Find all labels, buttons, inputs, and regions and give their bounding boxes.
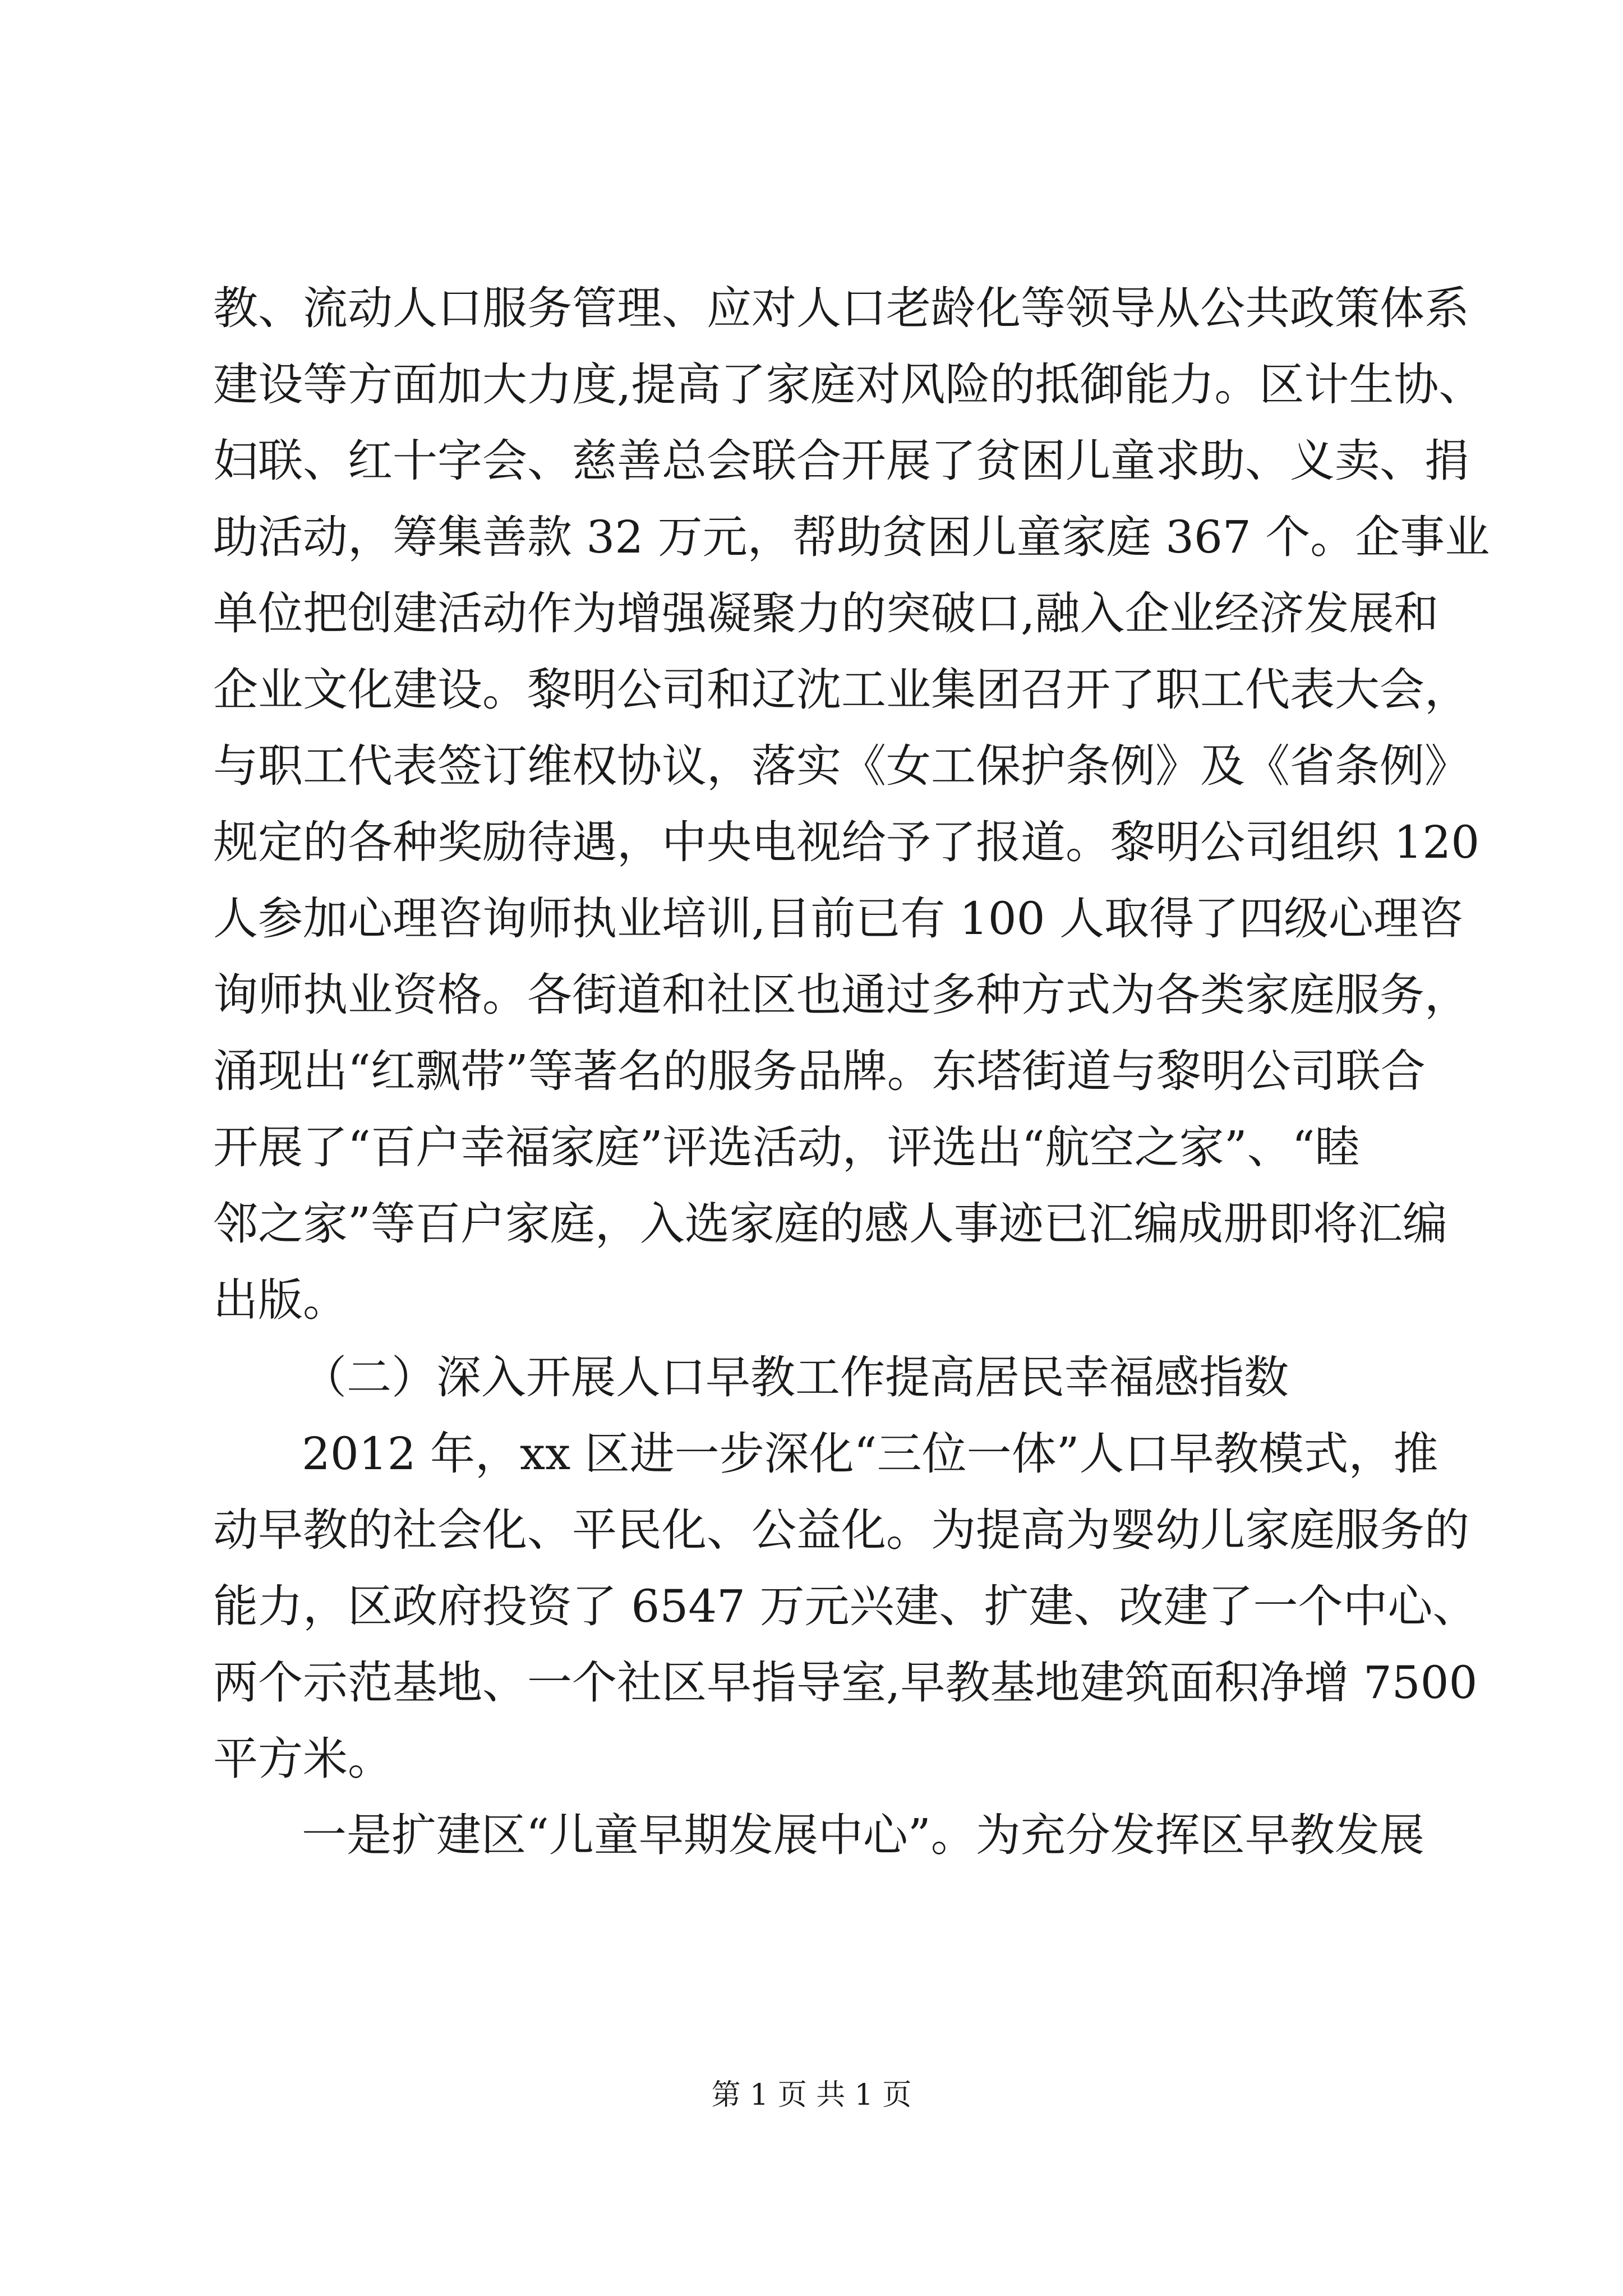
text-line: 企业文化建设。黎明公司和辽沈工业集团召开了职工代表大会， [213, 664, 1469, 716]
text-line: 助活动，筹集善款 32 万元，帮助贫困儿童家庭 367 个。企事业 [213, 511, 1490, 563]
text-line: 开展了“百户幸福家庭”评选活动，评选出“航空之家”、“睦 [213, 1121, 1360, 1174]
text-line: 两个示范基地、一个社区早指导室,早教基地建筑面积净增 7500 [213, 1657, 1478, 1709]
text-line: 动早教的社会化、平民化、公益化。为提高为婴幼儿家庭服务的 [213, 1504, 1469, 1556]
text-line: 能力，区政府投资了 6547 万元兴建、扩建、改建了一个中心、 [213, 1580, 1478, 1632]
page-footer: 第 1 页 共 1 页 [711, 2078, 912, 2112]
text-line: 规定的各种奖励待遇，中央电视给予了报道。黎明公司组织 120 [213, 816, 1480, 868]
text-line: 人参加心理咨询师执业培训,目前已有 100 人取得了四级心理咨 [213, 892, 1463, 945]
text-line: 教、流动人口服务管理、应对人口老龄化等领导从公共政策体系 [213, 282, 1469, 334]
section-heading: （二）深入开展人口早教工作提高居民幸福感指数 [302, 1351, 1289, 1404]
text-line: 2012 年，xx 区进一步深化“三位一体”人口早教模式，推 [302, 1428, 1438, 1480]
text-line: 与职工代表签订维权协议，落实《女工保护条例》及《省条例》 [213, 740, 1469, 792]
text-line: 涌现出“红飘带”等著名的服务品牌。东塔街道与黎明公司联合 [213, 1045, 1426, 1097]
text-line: 一是扩建区“儿童早期发展中心”。为充分发挥区早教发展 [302, 1809, 1424, 1861]
text-line: 单位把创建活动作为增强凝聚力的突破口,融入企业经济发展和 [213, 587, 1439, 639]
text-line: 建设等方面加大力度,提高了家庭对风险的抵御能力。区计生协、 [213, 358, 1484, 411]
text-line: 邻之家”等百户家庭，入选家庭的感人事迹已汇编成册即将汇编 [213, 1198, 1447, 1250]
text-line: 询师执业资格。各街道和社区也通过多种方式为各类家庭服务， [213, 969, 1469, 1021]
text-line: 平方米。 [213, 1733, 393, 1785]
text-line: 妇联、红十字会、慈善总会联合开展了贫困儿童求助、义卖、捐 [213, 435, 1469, 487]
text-line: 出版。 [213, 1274, 348, 1326]
